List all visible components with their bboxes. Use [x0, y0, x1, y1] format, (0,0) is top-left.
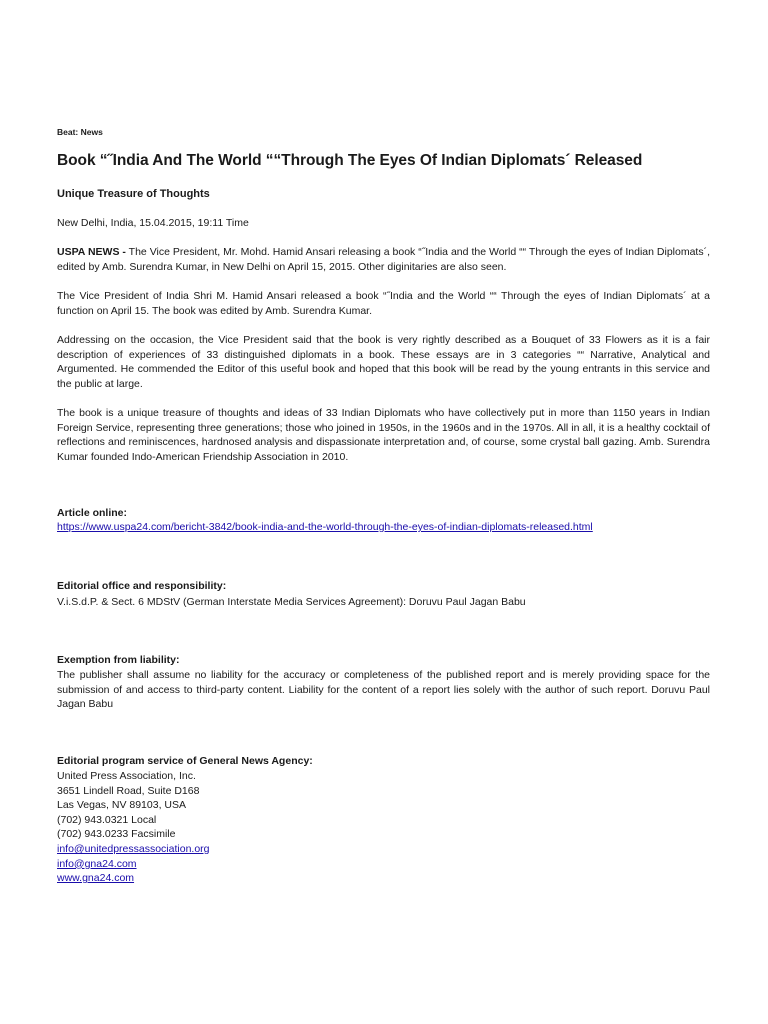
email-link-gna[interactable]: info@gna24.com: [57, 857, 137, 870]
exemption-text: The publisher shall assume no liability for the accuracy or completeness of the published report and is merely providing space for the submission of and access to third-party content. Liability for the content of a report lies solely with the author of such report. Doruvu Paul Jagan Babu: [57, 669, 710, 711]
street-address: 3651 Lindell Road, Suite D168: [57, 784, 200, 797]
exemption-label: Exemption from liability:: [57, 654, 180, 666]
website-link-gna[interactable]: www.gna24.com: [57, 872, 135, 885]
article-subtitle: Unique Treasure of Thoughts: [57, 188, 210, 200]
editorial-office-label: Editorial office and responsibility:: [57, 580, 227, 592]
paragraph-lead: [57, 245, 710, 274]
paragraph-2: The Vice President of India Shri M. Hamid Ansari released a book “˝India and the World ““ Through the eyes of Indian Diplomats´ at a function on April 15. The book was edited by Amb. Surendra Kumar.: [57, 290, 710, 317]
news-source-label: USPA NEWS -: [57, 246, 126, 258]
company-name: United Press Association, Inc.: [57, 770, 196, 782]
phone-local: (702) 943.0321 Local: [57, 813, 157, 826]
program-service-label: Editorial program service of General News Agency:: [57, 755, 313, 767]
article-online-link[interactable]: https://www.uspa24.com/bericht-3842/book-india-and-the-world-through-the-eyes-of-indian-diplomats-released.html: [57, 521, 593, 533]
paragraph-4: The book is a unique treasure of thoughts and ideas of 33 Indian Diplomats who have collectively put in more than 1150 years in Indian Foreign Service, representing three generations; those who joined in 1950s, in the 1960s and in the 1970s. All in all, it is a healthy cocktail of reflections and reminiscences, hardnosed analysis and dispassionate interpretation and, of course, some crystal ball gazing. Amb. Surendra Kumar founded Indo-American Friendship Association in 2010.: [57, 407, 710, 463]
editorial-office-text: V.i.S.d.P. & Sect. 6 MDStV (German Interstate Media Services Agreement): Doruvu Paul Jagan Babu: [57, 596, 526, 608]
article-online-label: Article online:: [57, 507, 128, 519]
article-title: Book “˝India And The World ““Through The Eyes Of Indian Diplomats´ Released: [57, 152, 643, 169]
paragraph-lead-text: The Vice President, Mr. Mohd. Hamid Ansari releasing a book “˝India and the World ““ Through the eyes of Indian Diplomats´, edited by Amb. Surendra Kumar, in New Delhi on April 15, 2015. Other diginitaries are also seen.: [57, 246, 710, 273]
beat-label: Beat: News: [57, 127, 103, 137]
paragraph-3: Addressing on the occasion, the Vice President said that the book is very rightly described as a Bouquet of 33 Flowers as it is a fair description of experiences of 33 distinguished diplomats in a book. These essays are in 3 categories ““ Narrative, Analytical and Argumented. He commended the Editor of this useful book and hoped that this book will be read by the young entrants in this service and the public at large.: [57, 334, 710, 390]
phone-facsimile: (702) 943.0233 Facsimile: [57, 828, 176, 841]
email-link-upa[interactable]: info@unitedpressassociation.org: [57, 842, 210, 855]
dateline: New Delhi, India, 15.04.2015, 19:11 Time: [57, 217, 249, 229]
contact-address-block: [57, 769, 210, 886]
city-address: Las Vegas, NV 89103, USA: [57, 799, 186, 812]
